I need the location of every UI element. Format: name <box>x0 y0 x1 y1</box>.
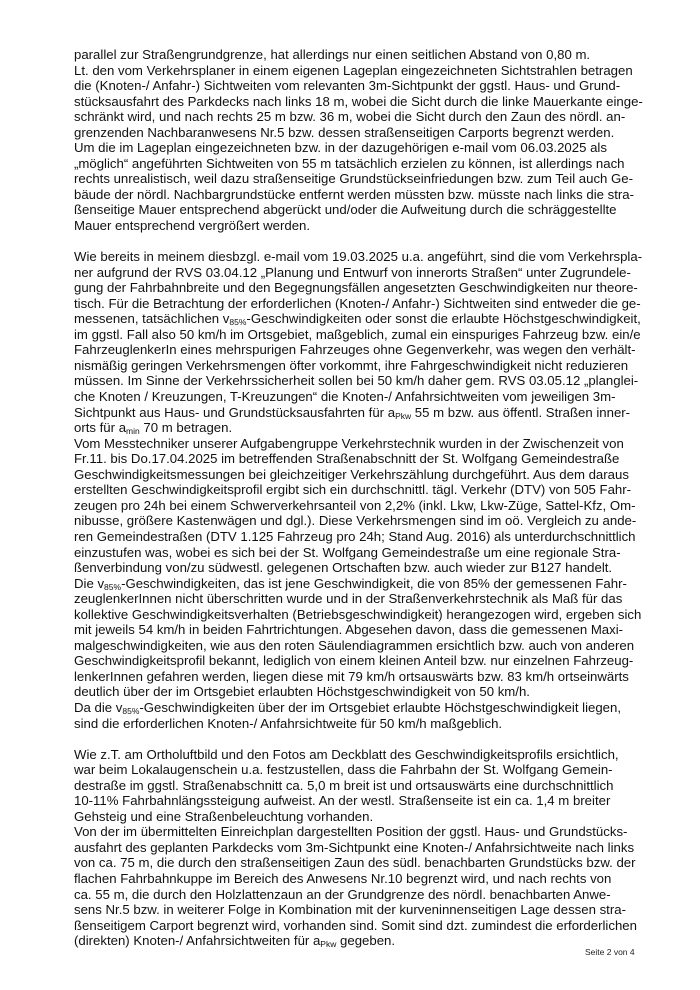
text-line: ßenseitige Mauer entsprechend abgerückt und/oder die Aufweitung durch die schräggestellte <box>74 202 617 218</box>
text-line: Vom Messtechniker unserer Aufgabengruppe Verkehrstechnik wurden in der Zwischenzeit von <box>74 435 624 451</box>
paragraph-gap <box>74 731 644 747</box>
text-line: Da die $v_{85\%}$-Geschwindigkeiten über der im Ortsgebiet erlaubte Höchstgeschwindigkeit liegen, <box>74 699 622 716</box>
text-line: Gehsteig und eine Straßenbeleuchtung vorhanden. <box>74 808 374 824</box>
text-line: messenen, tatsächlichen $v_{85\%}$-Geschwindigkeiten oder sonst die erlaubte Höchstgeschwindigkeit, <box>74 311 641 328</box>
text-line: sens Nr.5 bzw. in weiterer Folge in Kombination mit der kurveninnenseitigen Lage dessen stra- <box>74 902 626 918</box>
subscript: Pkw <box>395 410 412 421</box>
text-line: lenkerInnen gefahren werden, liegen diese mit 79 km/h ortsauswärts bzw. 83 km/h ortseinwärts <box>74 668 629 684</box>
text-line: sind die erforderlichen Knoten-/ Anfahrsichtweite für 50 km/h maßgeblich. <box>74 715 503 731</box>
text-line: bäude der nördl. Nachbargrundstücke entfernt werden müssten bzw. müsste nach links die stra- <box>74 186 635 202</box>
subscript: 85% <box>104 581 122 592</box>
paragraph-gap <box>74 234 644 250</box>
text-line: zeugen pro 24h bei einem Schwerverkehrsanteil von 2,2% (inkl. Lkw, Lkw-Züge, Sattel-Kfz, Om- <box>74 497 636 513</box>
text-line: gung der Fahrbahnbreite und den Begegnungsfällen angesetzten Geschwindigkeiten nur theore- <box>74 280 638 296</box>
text-line: Von der im übermittelten Einreichplan dargestellten Position der ggstl. Haus- und Grundstücks- <box>74 824 628 840</box>
text-line: destraße im ggstl. Straßenabschnitt ca. 5,0 m breit ist und ortsauswärts eine durchschnittlich <box>74 777 614 793</box>
text-line: von ca. 75 m, die durch den straßenseitigen Zaun des südl. benachbarten Grundstücks bzw. der <box>74 855 636 871</box>
text-line: Wie bereits in meinem diesbzgl. e-mail vom 19.03.2025 u.a. angeführt, sind die vom Verkehrspla- <box>74 249 643 265</box>
text-line: Fr.11. bis Do.17.04.2025 im betreffenden Straßenabschnitt der St. Wolfgang Gemeindestraße <box>74 451 620 467</box>
text-line: ren Gemeindestraßen (DTV 1.125 Fahrzeug pro 24h; Stand Aug. 2016) als unterdurchschnittlich <box>74 528 636 544</box>
text-line: ßenseitigem Carport begrenzt wird, vorhanden sind. Somit sind dzt. zumindest die erforderlichen <box>74 917 637 933</box>
text-line: ßenverbindung von/zu südwestl. gelegenen Ortschaften bzw. auch wieder zur B127 handelt. <box>74 560 613 576</box>
text-line: flachen Fahrbahnkuppe im Bereich des Anwesens Nr.10 begrenzt wird, und nach rechts von <box>74 870 612 886</box>
text-line: Geschwindigkeitsprofil bekannt, lediglich von einem kleinen Anteil bzw. nur einzelnen Fahrzeug- <box>74 653 634 669</box>
text-line: tisch. Für die Betrachtung der erforderlichen (Knoten-/ Anfahr-) Sichtweiten sind entweder die ge- <box>74 295 641 311</box>
subscript: 85% <box>122 705 140 716</box>
text-line: die (Knoten-/ Anfahr-) Sichtweiten vom relevanten 3m-Sichtpunkt der ggstl. Haus- und Grund- <box>74 78 621 94</box>
text-line: FahrzeuglenkerIn eines mehrspurigen Fahrzeuges ohne Gegenverkehr, was wegen den verhält- <box>74 342 636 358</box>
text-line: mit jeweils 54 km/h in beiden Fahrtrichtungen. Abgesehen davon, dass die gemessenen Maxi- <box>74 622 624 638</box>
text-line: nismäßig geringen Verkehrsmengen öfter vorkommt, ihre Fahrgeschwindigkeit nicht reduzieren <box>74 357 629 373</box>
text-line: nibusse, größere Kastenwägen und dgl.). Diese Verkehrsmengen sind im oö. Vergleich zu ande- <box>74 513 637 529</box>
text-line: war beim Lokalaugenschein u.a. festzustellen, dass die Fahrbahn der St. Wolfgang Gemein- <box>74 762 613 778</box>
text-line: erstellten Geschwindigkeitsprofil ergibt sich ein durchschnittl. tägl. Verkehr (DTV) von 505 Fahr- <box>74 482 632 498</box>
page-number: Seite 2 von 4 <box>585 947 635 957</box>
text-line: Lt. den vom Verkehrsplaner in einem eigenen Lageplan eingezeichneten Sichtstrahlen betragen <box>74 62 633 78</box>
text-line: schränkt wird, und nach rechts 25 m bzw. 36 m, wobei die Sicht durch den Zaun des nördl. an- <box>74 109 626 125</box>
text-line: müssen. Im Sinne der Verkehrssicherheit sollen bei 50 km/h daher gem. RVS 03.05.12 „planglei- <box>74 373 639 389</box>
text-line: kollektive Geschwindigkeitsverhalten (Betriebsgeschwindigkeit) herangezogen wird, ergeben sich <box>74 606 642 622</box>
paragraph-sight-distances-plan <box>74 47 644 234</box>
text-line: ca. 55 m, die durch den Holzlattenzaun an der Grundgrenze des nördl. benachbarten Anwe- <box>74 886 611 902</box>
text-line: Mauer entsprechend vergrößert werden. <box>74 218 311 234</box>
text-line: ner aufgrund der RVS 03.04.12 „Planung und Entwurf von innerorts Straßen“ unter Zugrundele- <box>74 264 631 280</box>
document-body <box>74 47 644 949</box>
text-line: 10-11% Fahrbahnlängssteigung aufweist. An der westl. Straßenseite ist ein ca. 1,4 m breiter <box>74 793 611 809</box>
text-line: zeuglenkerInnen nicht überschritten wurde und in der Straßenverkehrstechnik als Maß für das <box>74 591 623 607</box>
text-line: (direkten) Knoten-/ Anfahrsichtweiten für $a_{Pkw}$ gegeben. <box>74 933 396 950</box>
text-line: che Knoten / Kreuzungen, T-Kreuzungen“ die Knoten-/ Anfahrsichtweiten vom jeweiligen 3m- <box>74 389 616 405</box>
text-line: Die $v_{85\%}$-Geschwindigkeiten, das ist jene Geschwindigkeit, die von 85% der gemessenen Fahr- <box>74 575 627 592</box>
paragraph-site-inspection <box>74 747 644 949</box>
text-line: grenzenden Nachbaranwesens Nr.5 bzw. dessen straßenseitigen Carports begrenzt werden. <box>74 124 615 140</box>
text-line: orts für $a_{min}$ 70 m betragen. <box>74 420 233 437</box>
subscript: Pkw <box>320 939 337 950</box>
text-line: Geschwindigkeitsmessungen bei gleichzeitiger Verkehrszählung durchgeführt. Aus dem daraus <box>74 466 629 482</box>
subscript: 85% <box>229 317 247 328</box>
text-line: einzustufen was, wobei es sich bei der St. Wolfgang Gemeindestraße um eine regionale Stra- <box>74 544 621 560</box>
subscript: min <box>126 426 140 437</box>
text-line: im ggstl. Fall also 50 km/h im Ortsgebiet, maßgeblich, zumal ein einspuriges Fahrzeug bzw. ein/e <box>74 326 641 342</box>
text-line: stücksausfahrt des Parkdecks nach links 18 m, wobei die Sicht durch die linke Mauerkante einge- <box>74 93 643 109</box>
text-line: parallel zur Straßengrundgrenze, hat allerdings nur einen seitlichen Abstand von 0,80 m. <box>74 47 591 62</box>
text-line: Wie z.T. am Ortholuftbild und den Fotos am Deckblatt des Geschwindigkeitsprofils ersichtlich, <box>74 746 619 762</box>
text-line: „möglich“ angeführten Sichtweiten von 55 m tatsächlich erzielen zu können, ist allerdings nach <box>74 155 625 171</box>
text-line: malgeschwindigkeiten, wie aus den roten Säulendiagrammen ersichtlich bzw. auch von anderen <box>74 637 635 653</box>
paragraph-speed-measurements <box>74 249 644 731</box>
text-line: ausfahrt des geplanten Parkdecks vom 3m-Sichtpunkt eine Knoten-/ Anfahrsichtweite nach links <box>74 839 635 855</box>
text-line: rechts unrealistisch, weil dazu straßenseitige Grundstückseinfriedungen bzw. zum Teil auch Ge- <box>74 171 634 187</box>
text-line: deutlich über der im Ortsgebiet erlaubten Höchstgeschwindigkeit von 50 km/h. <box>74 684 530 700</box>
text-line: Um die im Lageplan eingezeichneten bzw. in der dazugehörigen e-mail vom 06.03.2025 als <box>74 140 607 156</box>
text-line: Sichtpunkt aus Haus- und Grundstücksausfahrten für $a_{Pkw}$ 55 m bzw. aus öffentl. Straßen inner- <box>74 404 631 421</box>
